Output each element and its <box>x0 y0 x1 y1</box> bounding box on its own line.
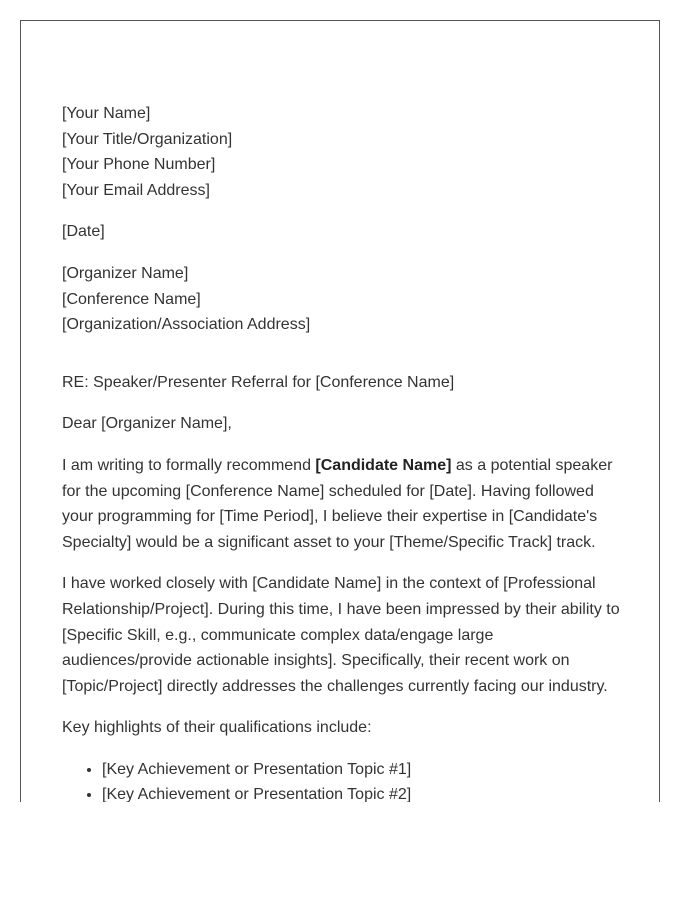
highlights-intro-text: Key highlights of their qualifications include: <box>62 719 372 737</box>
paragraph1-intro: I am writing to formally recommend <box>62 456 316 474</box>
salutation-text: Dear [Organizer Name], <box>62 415 232 433</box>
paragraph-relationship: I have worked closely with [Candidate Name] in the context of [Professional Relationship/Project]. During this time, I have been impressed by their ability to [Specific Skill, e.g., communicate complex data/engage large audiences/provide actionable insights]. Specifically, their recent work on [Topic/Project] directly addresses the challenges currently facing our industry. <box>62 575 620 695</box>
date-block <box>62 219 627 245</box>
sender-email: [Your Email Address] <box>62 181 210 199</box>
recipient-organizer: [Organizer Name] <box>62 264 189 282</box>
sender-block <box>62 101 627 203</box>
sender-title-org: [Your Title/Organization] <box>62 130 233 148</box>
recipient-address: [Organization/Association Address] <box>62 316 311 334</box>
salutation <box>62 411 627 437</box>
subject-text: RE: Speaker/Presenter Referral for [Conference Name] <box>62 373 455 391</box>
list-item: • [Key Achievement or Presentation Topic #1] <box>102 757 627 783</box>
recipient-conference: [Conference Name] <box>62 290 201 308</box>
candidate-name: [Candidate Name] <box>315 456 452 474</box>
letter-page <box>20 20 660 802</box>
letter-date: [Date] <box>62 223 105 241</box>
subject-line <box>62 370 627 396</box>
letter-content <box>62 101 627 802</box>
highlights-intro <box>62 715 627 741</box>
paragraph-recommendation <box>62 453 627 555</box>
recipient-block <box>62 261 627 338</box>
highlights-list <box>62 757 627 802</box>
list-item: • [Key Achievement or Presentation Topic #2] <box>102 782 627 802</box>
paragraph1-rest: as a potential speaker for the upcoming [Conference Name] scheduled for [Date]. Having followed your programming for [Time Period], I believe their expertise in [Candidate's Specialty] would be a significant asset to your [Theme/Specific Track] track. <box>62 456 613 551</box>
sender-phone: [Your Phone Number] <box>62 156 216 174</box>
sender-name: [Your Name] <box>62 105 151 122</box>
